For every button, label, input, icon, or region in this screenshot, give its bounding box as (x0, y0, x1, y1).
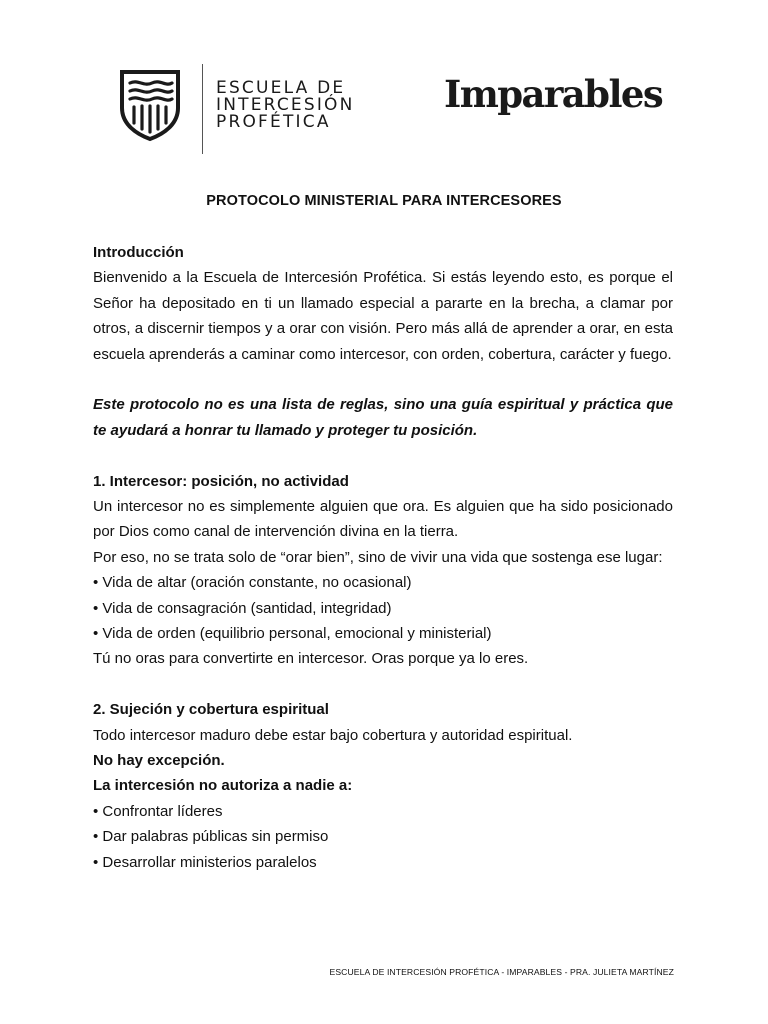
school-name-logo (216, 80, 355, 131)
section-1-heading: 1. Intercesor: posición, no actividad (93, 472, 349, 490)
school-shield-logo (118, 68, 182, 142)
page-header (104, 58, 672, 162)
document-body (93, 240, 673, 875)
page-footer: ESCUELA DE INTERCESIÓN PROFÉTICA - IMPARABLES - PRA. JULIETA MARTÍNEZ (329, 967, 674, 977)
section-1-closing: Tú no oras para convertirte en intercesor. Oras porque ya lo eres. (93, 650, 529, 668)
section-2-heading: 2. Sujeción y cobertura espiritual (93, 701, 329, 719)
logo-line-3: PROFÉTICA (216, 112, 331, 132)
section-2-bold-1: No hay excepción. (93, 752, 225, 770)
section-2-bullet: • Confrontar líderes (93, 802, 223, 820)
intro-emphasis: Este protocolo no es una lista de reglas, sino una guía espiritual y práctica que te ayudará a honrar tu llamado y proteger tu posición. (93, 396, 673, 439)
section-2-bullet: • Dar palabras públicas sin permiso (93, 828, 329, 846)
document-title: PROTOCOLO MINISTERIAL PARA INTERCESORES (206, 193, 562, 209)
intro-paragraph: Bienvenido a la Escuela de Intercesión Profética. Si estás leyendo esto, es porque el Señor ha depositado en ti un llamado especial a pararte en la brecha, a clamar por otros, a discernir tiempos y a orar con visión. Pero más allá de aprender a orar, en esta escuela aprenderás a caminar como intercesor, con orden, cobertura, carácter y fuego. (93, 269, 673, 363)
section-1-paragraph-2: Por eso, no se trata solo de “orar bien”, sino de vivir una vida que sostenga ese lugar: (93, 548, 663, 566)
section-1-bullet: • Vida de consagración (santidad, integridad) (93, 599, 392, 617)
section-1-bullet: • Vida de orden (equilibrio personal, emocional y ministerial) (93, 625, 492, 643)
imparables-logo: Imparables (444, 72, 663, 116)
section-2-bullet: • Desarrollar ministerios paralelos (93, 853, 317, 871)
intro-heading: Introducción (93, 244, 184, 261)
section-2-paragraph-1: Todo intercesor maduro debe estar bajo cobertura y autoridad espiritual. (93, 726, 573, 744)
section-1-paragraph-1: Un intercesor no es simplemente alguien que ora. Es alguien que ha sido posicionado por Dios como canal de intervención divina en la tierra. (93, 498, 673, 541)
section-1-bullet: • Vida de altar (oración constante, no ocasional) (93, 574, 412, 592)
logo-divider (202, 64, 203, 154)
section-2-bold-2: La intercesión no autoriza a nadie a: (93, 777, 353, 795)
logo-line-1: ESCUELA DE (216, 78, 346, 98)
logo-line-2: INTERCESIÓN (216, 95, 355, 115)
